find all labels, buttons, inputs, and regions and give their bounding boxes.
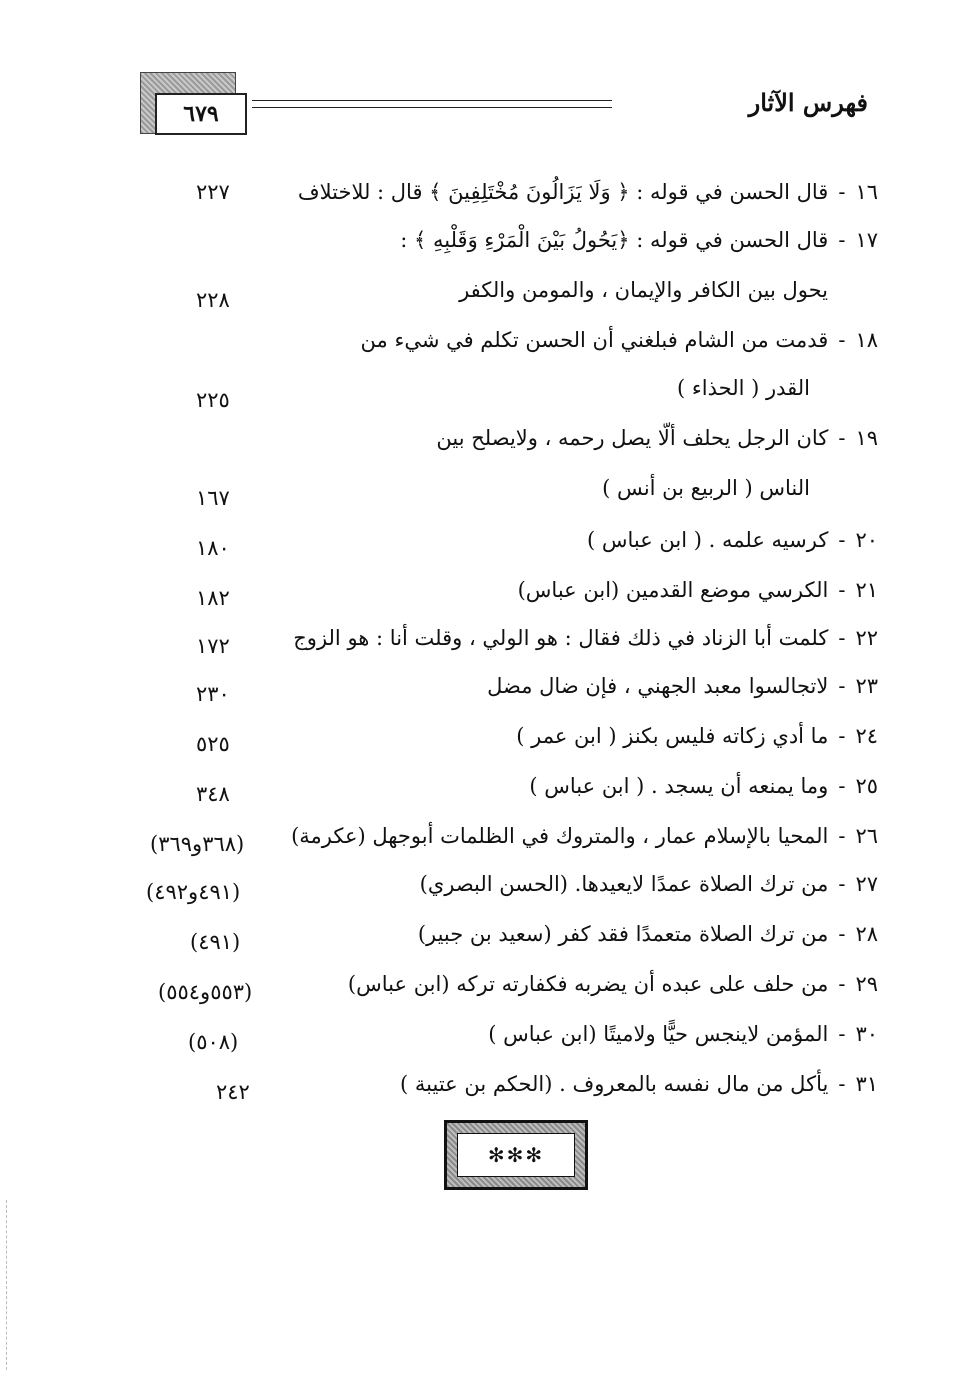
entry-24-line: ٢٤-ما أدي زكاته فليس بكنز ( ابن عمر ): [516, 716, 878, 756]
entry-number: ٢٥: [855, 774, 878, 798]
entry-text: كلمت أبا الزناد في ذلك فقال : هو الولي ، وقلت أنا : هو الزوج: [293, 626, 829, 650]
entry-25-line: ٢٥-وما يمنعه أن يسجد . ( ابن عباس ): [529, 766, 878, 806]
entry-30-ref: (٥٠٨): [188, 1030, 239, 1054]
entry-19-continuation: الناس ( الربيع بن أنس ): [602, 476, 810, 500]
entry-number: ٢٧: [855, 872, 878, 896]
entry-number: ٢٣: [855, 674, 878, 698]
entry-number: ١٨: [855, 328, 878, 352]
entry-26-line: ٢٦-المحيا بالإسلام عمار ، والمتروك في الظلمات أبوجهل (عكرمة): [291, 816, 878, 856]
header-rule: [252, 100, 612, 108]
entry-number: ٢٢: [855, 626, 878, 650]
entry-31-ref: ٢٤٢: [216, 1080, 250, 1104]
entry-29-line: ٢٩-من حلف على عبده أن يضربه فكفارته تركه (ابن عباس): [348, 964, 878, 1004]
entry-17-ref: ٢٢٨: [196, 288, 230, 312]
entry-23-ref: ٢٣٠: [196, 682, 230, 706]
entry-number: ٣٠: [855, 1022, 878, 1046]
entry-17-continuation: يحول بين الكافر والإيمان ، والمومن والكفر: [459, 278, 828, 302]
entry-text: الكرسي موضع القدمين (ابن عباس): [517, 578, 829, 602]
entry-text: ما أدي زكاته فليس بكنز ( ابن عمر ): [516, 724, 829, 748]
entry-18-line: ١٨-قدمت من الشام فبلغني أن الحسن تكلم في شيء من: [361, 320, 878, 360]
entry-text: قال الحسن في قوله : ﴿يَحُولُ بَيْنَ الْمَرْءِ وَقَلْبِهِ ﴾ :: [400, 228, 829, 252]
entry-text: كرسيه علمه . ( ابن عباس ): [586, 528, 829, 552]
entry-number: ٢٠: [855, 528, 878, 552]
entry-16-line: ١٦-قال الحسن في قوله : ﴿ وَلَا يَزَالُونَ مُخْتَلِفِينَ ﴾ قال : للاختلاف: [298, 172, 878, 212]
entry-16-ref: ٢٢٧: [196, 180, 230, 204]
entry-text: من حلف على عبده أن يضربه فكفارته تركه (ابن عباس): [347, 972, 829, 996]
entry-17-line: ١٧-قال الحسن في قوله : ﴿يَحُولُ بَيْنَ الْمَرْءِ وَقَلْبِهِ ﴾ :: [400, 220, 878, 260]
entry-text: كان الرجل يحلف ألّا يصل رحمه ، ولايصلح بين: [436, 426, 829, 450]
entry-22-ref: ١٧٢: [196, 634, 230, 658]
entry-text: يأكل من مال نفسه بالمعروف . (الحكم بن عتيبة ): [400, 1072, 829, 1096]
entry-18-continuation: القدر ( الحذاء ): [677, 376, 810, 400]
entry-24-ref: ٥٢٥: [196, 732, 230, 756]
entry-number: ١٦: [855, 180, 878, 204]
entry-text: لاتجالسوا معبد الجهني ، فإن ضال مضل: [487, 674, 829, 698]
page-header: [140, 72, 868, 142]
running-title: فهرس الآثار: [748, 88, 868, 117]
entry-26-ref: (٣٦٨و٣٦٩): [150, 832, 245, 856]
entry-31-line: ٣١-يأكل من مال نفسه بالمعروف . (الحكم بن عتيبة ): [400, 1064, 878, 1104]
entry-number: ٣١: [855, 1072, 878, 1096]
entry-30-line: ٣٠-المؤمن لاينجس حيًّا ولاميتًا (ابن عباس ): [488, 1014, 878, 1054]
page-number-frame: [140, 72, 236, 134]
entry-19-line: ١٩-كان الرجل يحلف ألّا يصل رحمه ، ولايصلح بين: [436, 418, 878, 458]
scan-margin-marks: [6, 1200, 9, 1370]
entry-text: المحيا بالإسلام عمار ، والمتروك في الظلمات أبوجهل (عكرمة): [291, 824, 829, 848]
entry-text: قدمت من الشام فبلغني أن الحسن تكلم في شيء من: [360, 328, 829, 352]
entry-number: ٢٩: [855, 972, 878, 996]
entry-25-ref: ٣٤٨: [196, 782, 230, 806]
page-number: ٦٧٩: [155, 93, 247, 135]
end-ornament-stars: ✻✻✻: [457, 1133, 575, 1177]
entry-28-ref: (٤٩١): [190, 930, 241, 954]
entry-number: ٢٨: [855, 922, 878, 946]
entry-number: ١٧: [855, 228, 878, 252]
entry-text: المؤمن لاينجس حيًّا ولاميتًا (ابن عباس ): [488, 1022, 829, 1046]
entry-29-ref: (٥٥٣و٥٥٤): [158, 980, 253, 1004]
entry-22-line: ٢٢-كلمت أبا الزناد في ذلك فقال : هو الولي ، وقلت أنا : هو الزوج: [293, 618, 878, 658]
entry-21-ref: ١٨٢: [196, 586, 230, 610]
entry-21-line: ٢١-الكرسي موضع القدمين (ابن عباس): [518, 570, 878, 610]
entry-23-line: ٢٣-لاتجالسوا معبد الجهني ، فإن ضال مضل: [487, 666, 878, 706]
entry-number: ٢١: [855, 578, 878, 602]
entry-text: من ترك الصلاة متعمدًا فقد كفر (سعيد بن جبير): [417, 922, 829, 946]
entry-text: من ترك الصلاة عمدًا لايعيدها. (الحسن البصري): [419, 872, 829, 896]
entry-28-line: ٢٨-من ترك الصلاة متعمدًا فقد كفر (سعيد بن جبير): [418, 914, 878, 954]
end-ornament-frame: [444, 1120, 588, 1190]
entry-number: ٢٦: [855, 824, 878, 848]
entry-27-line: ٢٧-من ترك الصلاة عمدًا لايعيدها. (الحسن البصري): [420, 864, 878, 904]
entry-27-ref: (٤٩١و٤٩٢): [146, 880, 241, 904]
entry-18-ref: ٢٢٥: [196, 388, 230, 412]
entry-20-ref: ١٨٠: [196, 536, 230, 560]
entry-number: ٢٤: [855, 724, 878, 748]
entry-20-line: ٢٠-كرسيه علمه . ( ابن عباس ): [587, 520, 878, 560]
entry-text: وما يمنعه أن يسجد . ( ابن عباس ): [529, 774, 829, 798]
entry-text: قال الحسن في قوله : ﴿ وَلَا يَزَالُونَ مُخْتَلِفِينَ ﴾ قال : للاختلاف: [297, 180, 829, 204]
entry-number: ١٩: [855, 426, 878, 450]
entry-19-ref: ١٦٧: [196, 486, 230, 510]
